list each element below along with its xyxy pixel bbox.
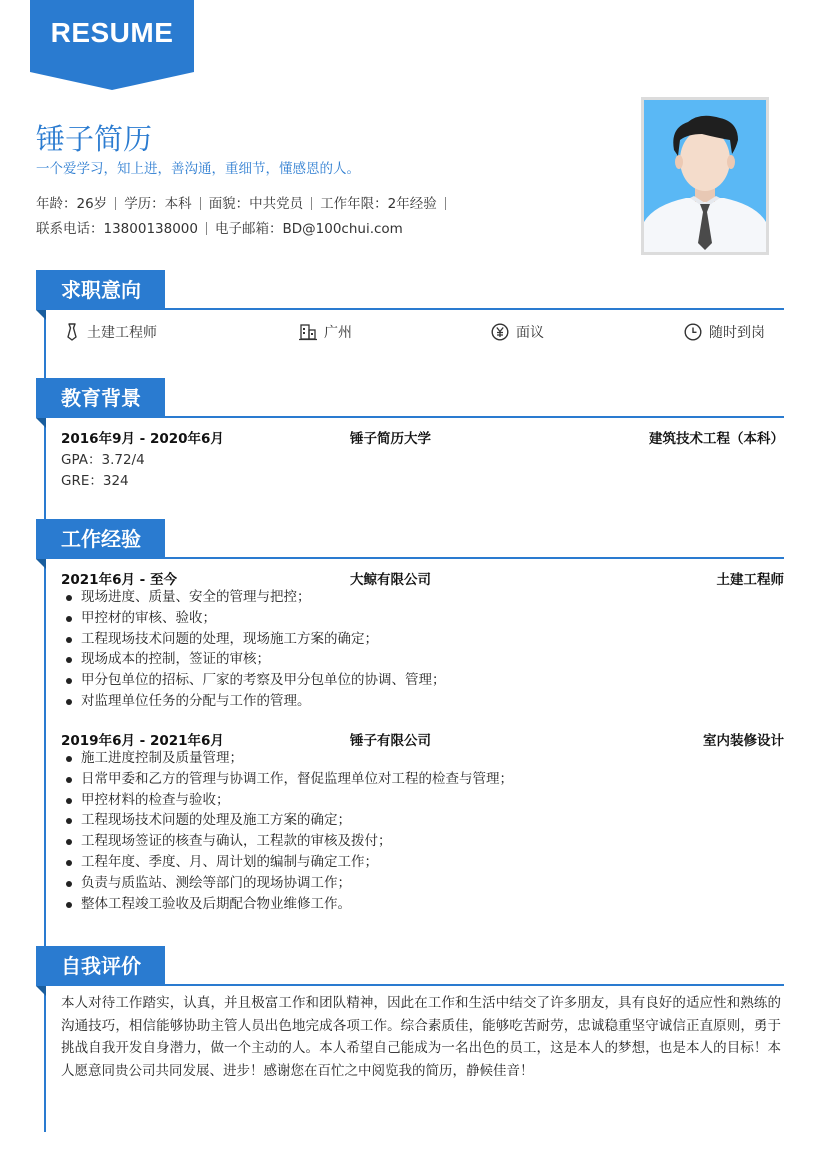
job-2-company: 锤子有限公司 bbox=[350, 733, 431, 749]
resume-tab bbox=[30, 0, 194, 90]
duty-item: 工程年度、季度、月、周计划的编制与确定工作； bbox=[61, 852, 513, 873]
section-title: 求职意向 bbox=[36, 270, 165, 310]
duty-item: 施工进度控制及质量管理； bbox=[61, 748, 513, 769]
info-separator bbox=[115, 197, 116, 210]
info-age: 年龄：26岁 bbox=[36, 196, 108, 212]
info-phone: 联系电话：13800138000 bbox=[36, 221, 198, 237]
job-1-company: 大鲸有限公司 bbox=[350, 572, 431, 588]
duty-item: 整体工程竣工验收及后期配合物业维修工作。 bbox=[61, 894, 513, 915]
intent-position bbox=[64, 322, 157, 342]
info-separator bbox=[311, 197, 312, 210]
profile-photo bbox=[641, 97, 769, 255]
intent-position-label: 土建工程师 bbox=[87, 325, 157, 341]
job-1-duties bbox=[61, 587, 446, 712]
education-gre: GRE：324 bbox=[61, 473, 129, 489]
duty-item: 甲分包单位的招标、厂家的考察及甲分包单位的协调、管理； bbox=[61, 670, 446, 691]
intent-city-label: 广州 bbox=[324, 325, 352, 341]
duty-item: 甲控材的审核、验收； bbox=[61, 608, 446, 629]
duty-item: 对监理单位任务的分配与工作的管理。 bbox=[61, 691, 446, 712]
section-title: 自我评价 bbox=[36, 946, 165, 986]
education-major: 建筑技术工程（本科） bbox=[649, 431, 784, 447]
duty-item: 现场进度、质量、安全的管理与把控； bbox=[61, 587, 446, 608]
job-2-role: 室内装修设计 bbox=[703, 733, 784, 749]
avatar-illustration bbox=[644, 100, 766, 252]
info-political-status: 面貌：中共党员 bbox=[208, 196, 304, 212]
clock-icon bbox=[684, 323, 702, 341]
section-title: 教育背景 bbox=[36, 378, 165, 418]
job-1-date: 2021年6月 - 至今 bbox=[61, 572, 177, 588]
education-date: 2016年9月 - 2020年6月 bbox=[61, 431, 224, 447]
duty-item: 工程现场技术问题的处理，现场施工方案的确定； bbox=[61, 629, 446, 650]
info-work-years: 工作年限：2年经验 bbox=[320, 196, 437, 212]
duty-item: 工程现场技术问题的处理及施工方案的确定； bbox=[61, 810, 513, 831]
section-title: 工作经验 bbox=[36, 519, 165, 559]
job-1-role: 土建工程师 bbox=[716, 572, 784, 588]
candidate-motto: 一个爱学习，知上进，善沟通，重细节，懂感恩的人。 bbox=[36, 161, 360, 177]
section-header-education bbox=[36, 378, 784, 418]
duty-item: 日常甲委和乙方的管理与协调工作，督促监理单位对工程的检查与管理； bbox=[61, 769, 513, 790]
section-header-work bbox=[36, 519, 784, 559]
section-fold bbox=[36, 418, 46, 428]
duty-item: 工程现场签证的核查与确认，工程款的审核及拨付； bbox=[61, 831, 513, 852]
duty-item: 甲控材料的检查与验收； bbox=[61, 790, 513, 811]
section-fold bbox=[36, 559, 46, 569]
info-separator bbox=[206, 222, 207, 235]
section-header-job-intent bbox=[36, 270, 784, 310]
duty-item: 现场成本的控制，签证的审核； bbox=[61, 649, 446, 670]
info-email: 电子邮箱：BD@100chui.com bbox=[214, 221, 403, 237]
intent-availability bbox=[684, 322, 765, 342]
intent-salary-label: 面议 bbox=[516, 325, 544, 341]
section-header-self-evaluation bbox=[36, 946, 784, 986]
job-2-duties bbox=[61, 748, 513, 914]
basic-info-row-1 bbox=[36, 192, 454, 212]
info-education: 学历：本科 bbox=[124, 196, 192, 212]
intent-city bbox=[299, 322, 352, 342]
education-school: 锤子简历大学 bbox=[350, 431, 431, 447]
self-evaluation-text: 本人对待工作踏实，认真，并且极富工作和团队精神，因此在工作和生活中结交了许多朋友，具有良好的适应性和熟练的沟通技巧，相信能够协助主管人员出色地完成各项工作。综合素质佳，能够吃苦耐劳，忠诚稳重坚守诚信正直原则，勇于挑战自我开发自身潜力，做一个主动的人。本人希望自己能成为一名出色的员工，这是本人的梦想，也是本人的目标！本人愿意同贵公司共同发展、进步！感谢您在百忙之中阅览我的简历，静候佳音！ bbox=[61, 995, 781, 1079]
tie-icon bbox=[64, 323, 80, 341]
basic-info-row-2 bbox=[36, 217, 403, 237]
duty-item: 负责与质监站、测绘等部门的现场协调工作； bbox=[61, 873, 513, 894]
job-2-date: 2019年6月 - 2021年6月 bbox=[61, 733, 224, 749]
section-fold bbox=[36, 310, 46, 320]
resume-tab-title: RESUME bbox=[50, 17, 174, 48]
intent-availability-label: 随时到岗 bbox=[709, 325, 765, 341]
building-icon bbox=[299, 323, 317, 341]
info-separator bbox=[445, 197, 446, 210]
education-gpa: GPA：3.72/4 bbox=[61, 452, 145, 468]
info-separator bbox=[200, 197, 201, 210]
yen-icon bbox=[491, 323, 509, 341]
intent-salary bbox=[491, 322, 544, 342]
candidate-name: 锤子简历 bbox=[36, 122, 153, 156]
section-fold bbox=[36, 986, 46, 996]
